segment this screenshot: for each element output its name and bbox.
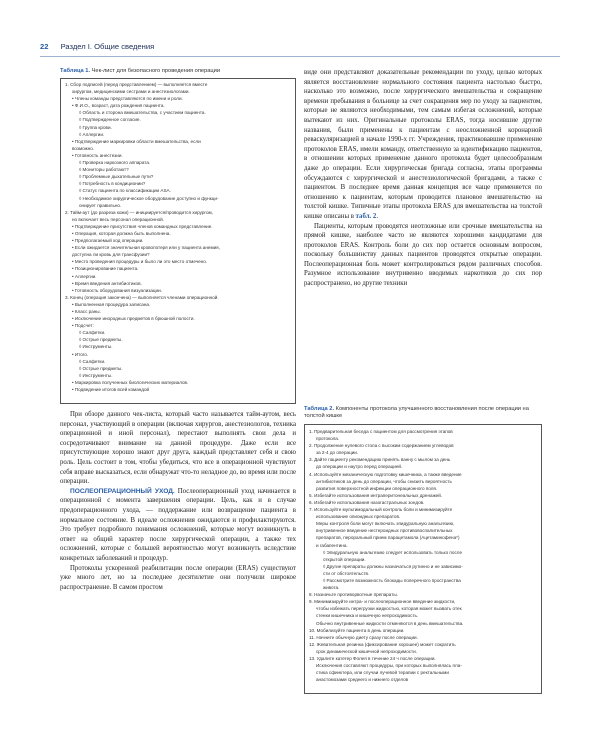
table1-line: • Позиционирование пациента. [72,266,139,272]
table2-caption-text: Компоненты протокола улучшенного восстановления после операции на толстой кишке [304,406,529,420]
table1-line: • Аллергии. [72,273,97,279]
table2-line: 4. Используйте механическую подготовку кишечника, а также введение [309,471,462,477]
table1-line: • Члены команды представляются по имени и роли. [72,96,183,102]
table1-line: • Выполненная процедура записана. [72,301,151,307]
table1-line: ◊ Необходимое хирургическое оборудование доступно и функци- [79,195,219,201]
table1-line: ◊ Область и сторона вмешательства, с участием пациента. [79,110,206,116]
table2-line: 6. Избегайте использования назогастральных зондов. [309,499,425,505]
table2-reference-link[interactable]: табл. 2 [355,212,377,220]
table1-line: но включает весь персонал операционной. [72,216,165,222]
table1-line: ◊ Проблемные дыхательные пути? [79,174,154,180]
table1-line: возможно. [72,145,95,151]
table2-line: сти от обстоятельств. [323,570,370,576]
table2-line: Исключения составляют процедуры, при которых выполнялась пла- [316,663,462,669]
table1-line: • Готовность анестезии. [72,152,123,158]
table2-line: 10. Мобилизуйте пациента в день операции. [309,627,405,633]
table2-line: препаратов, пероральный прием парацетамола (Ацетаминофена*) [316,535,460,541]
table2-line: Меры контроля боли могут включать эпидуральную анальгезию, [316,521,455,527]
table1-line: ◊ Острые предметы. [79,337,123,343]
table1-line: • Готовность оборудования визуализации. [72,287,162,293]
left-column-text [60,410,296,592]
table2-line: 9. Минимизируйте интра- и послеоперационное введение жидкости, [309,599,456,605]
period: . [376,212,379,220]
table2-line: до операции и наутро перед операцией. [316,464,403,470]
table1-line: ◊ Потребность в кондиционии? [79,181,146,187]
table2-line: 3. Дайте пациенту рекомендацию принять ванну с мылом за день [309,457,451,463]
table2-line: ◊ Другие препараты должны назначаться рутинно и не зависимо- [323,563,463,569]
table1-caption [60,68,300,75]
table1-line: 2. Тайм-аут (до разреза кожи) — инициируется/проводится хирургом, [65,209,213,215]
page-header [40,42,154,51]
table2-line: ◊ Эпидуральную анальгезию следует использовать только после [323,549,462,555]
table1-line: хирургом, медицинскими сестрами и анестезиологами. [72,89,190,95]
table2-caption-label: Таблица 2. [304,406,335,412]
table2-line: 1. Предварительная беседа с пациентом для рассмотрения этапов [309,429,453,434]
header-divider [40,56,560,57]
table1-line: • Итого. [72,351,89,357]
page-number: 22 [40,42,49,51]
table1-line: ◊ Аллергии. [79,131,105,137]
table2-line: ◊ Рассмотрите возможность блокады поперечного пространства [323,577,461,583]
section-title: Раздел I. Общие сведения [60,42,155,51]
table1-line: доступна ли кровь для трансфузии? [72,252,150,258]
table1-line: ◊ Группа крови. [79,124,112,130]
table1-line: ◊ Салфетки. [79,330,106,336]
table1-line: • Маркировка полученных биологических материалов. [72,379,189,385]
table1-line: • Место проведения процедуры и было ли это место отмечено. [72,259,208,265]
table1-line: • Подтверждение присутствия членов командных представление. [72,223,213,229]
table2-line: 8. Назначьте противорвотные препараты. [309,592,398,598]
table2-line: срок динамической кишечной непроходимости. [316,648,417,654]
table2-line: антибиотиков за день до операции, чтобы снизить вероятность [316,478,452,484]
table1-line: • Подведение итогов всей командой [72,387,150,393]
table2-line: 13. Удалите катетер Фолея в течение 24 ч после операции. [309,656,436,661]
table1-line: ◊ Инструменты. [79,372,113,378]
table1-line: • Ф.И.О., возраст, дата рождения пациента. [72,103,165,109]
table1-line: • Операция, которая должна быть выполнена. [72,230,171,236]
paragraph-postoperative: Послеоперационный уход начинается в операционной с момента завершения операции. Цель, как и в случае предоперационного ухода, — поддержание или возвращение пациента в нормальное состояние. В идеале осложнения ожидаются и профилактируются. Это требует подробного понимания осложнений, которые могут возникнуть в ответ на общий характер после хирургической операции, а также тех осложнений, которые с большей вероятностью могут возникнуть вследствие конкретных заболеваний и процедур. [60,487,296,562]
table1-line: • Подсчет: [72,323,94,329]
table1-line: ◊ Салфетки. [79,358,106,364]
table2-line: за 2-4 до операции. [316,450,359,456]
table1-line: • Если ожидается значительная кровопотеря или у пациента анемия, [72,245,220,251]
table2-line: и габапентина. [316,542,348,548]
table1-line: • Класс раны. [72,309,101,314]
table2-box [304,424,542,694]
table2-line: стенки кишечника и кишечную непроходимость. [316,613,419,619]
table2-line: анастомозами среднего и нижнего отделов [316,677,409,683]
table2-line: стика сфинктера, или случаи лучевой терапии с ректальными [316,670,449,676]
table1-line: ◊ Подтвержденное согласие. [79,117,141,123]
table2-line: Обычно внутривенные жидкости отменяются в день вмешательства. [316,620,464,626]
table2-line: развития поверхностной инфекции операционного поля. [316,485,438,491]
table1-caption-text: Чек-лист для безопасного проведения операции [91,68,221,74]
table1-line: ◊ Мониторы работают? [79,167,129,173]
table2-line: 2. Продолжение нулевого стола с высоким содержанием углеводов [309,443,454,449]
table1-line: ◊ Статус пациента по классификации ASA. [79,188,171,194]
paragraph-eras-cont: виде они представляют доказательные рекомендации по уходу, целью которых является восстановление нормального состояния пациента настолько быстро, насколько это возможно, после хирургического вмешательства и сокращение времени пребывания в больнице за счет сокращения мер по уходу за пациентом, которые не являются необходимыми, тем самым избегая осложнений, которые вытекают из них. Оригинальные протоколы ERAS, тогда носившие другие названия, были применены к пациентам с неосложненной коронарной реваскуляризацией в начале 1990-х гг. Учреждения, практиковавшие применение протоколов ERAS, имели команду, ответственную за идентификацию пациентов, в отношении которых применение данного протокола будет целесообразным даже до операции. Если хирургическая бригада согласна, этапы программы обсуждаются с хирургической и анестезиологической бригадами, а также с пациентом. В последнее время данная концепция все чаще применяется по отношению к пациентам, которым проводится плановое вмешательство на толстой кишке. Типичные этапы протокола ERAS для вмешательства на толстой кишке описаны в [304,69,542,220]
table2-line: 12. Жевательная резинка (фиксирование хорошее) может сократить [309,641,456,647]
table1-line: • Подтверждение маркировки области вмешательства, если [72,138,201,144]
table2-line: живота. [323,585,340,591]
table2-line: 5. Избегайте использования интраперитонеальных дренажей. [309,492,443,498]
table2-line: чтобы избежать перегрузки жидкостью, которая может вызвать отек [316,606,462,612]
heading-postoperative-care: ПОСЛЕОПЕРАЦИОННЫЙ УХОД. [70,487,175,495]
table2-line: использование опиоидных препаратов. [316,514,401,520]
paragraph-eras: Протоколы ускоренной реабилитации после операции (ERAS) существуют уже много лет, но за последнее десятилетие они получили широкое распространение. В самом простом [60,564,296,591]
table1-line: 3. Конец (операция закончена) — выполняется членами операционной. [65,294,219,300]
right-column-text [304,68,542,289]
table1-caption-label: Таблица 1. [60,68,91,74]
table1-line: • Предполагаемый ход операции. [72,238,144,244]
paragraph-emergency: Пациенты, которым проводятся неотложные или срочные вмешательства на прямой кишке, наиболее часто не являются хорошими кандидатами для протоколов ERAS. Контроль боли до сих пор остается основным вопросом, поскольку большинству данных пациентов проводятся открытые операции. Послеоперационная боль может контролироваться рядом различных способов. Разумное использование внутривенно вводимых наркотиков до сих пор распространено, но другие техники [304,222,542,288]
table1-line: • Время введения антибиотиков. [72,280,142,286]
table2-line: протокола. [316,436,340,442]
table1-line: ◊ Инструменты. [79,344,113,350]
table1-line: онирует правильно. [79,202,122,208]
table1-line: • Исключение инородных предметов в брюшной полости. [72,316,195,322]
table2-line: внутривенное введение нестероидных противовоспалительных [316,528,453,534]
table2-line: открытой операции. [323,556,366,562]
table1-line: ◊ Острые предметы. [79,365,123,371]
paragraph-timeout: При обзоре данного чек-листа, который часто называется тайм-аутом, весь персонал, участвующий в операции (включая хирургов, анестезиологов, техника операционной и иной персонал), перестают выполнять свои дела и сосредотачивают внимание на данной процедуре. Даже если все присутствующие хорошо знают друг друга, каждый представляет себя и свою роль. Цель состоит в том, чтобы убедиться, что все в операционной чувствуют себя вправе высказаться, если обнаружат что-то неладное до, во время или после операции. [60,411,296,486]
table1-line: ◊ Проверка наркозного аппарата. [79,160,151,166]
table1-box [60,78,296,404]
table2-line: 11. Начните обычную диету сразу после операции. [309,634,418,640]
table2-caption [304,406,544,420]
table1-line: 1. Сбор подписей (перед представлением) — выполняется вместе [65,82,208,87]
table2-line: 7. Используйте мультимодальный контроль боли и минимизируйте [309,507,453,513]
